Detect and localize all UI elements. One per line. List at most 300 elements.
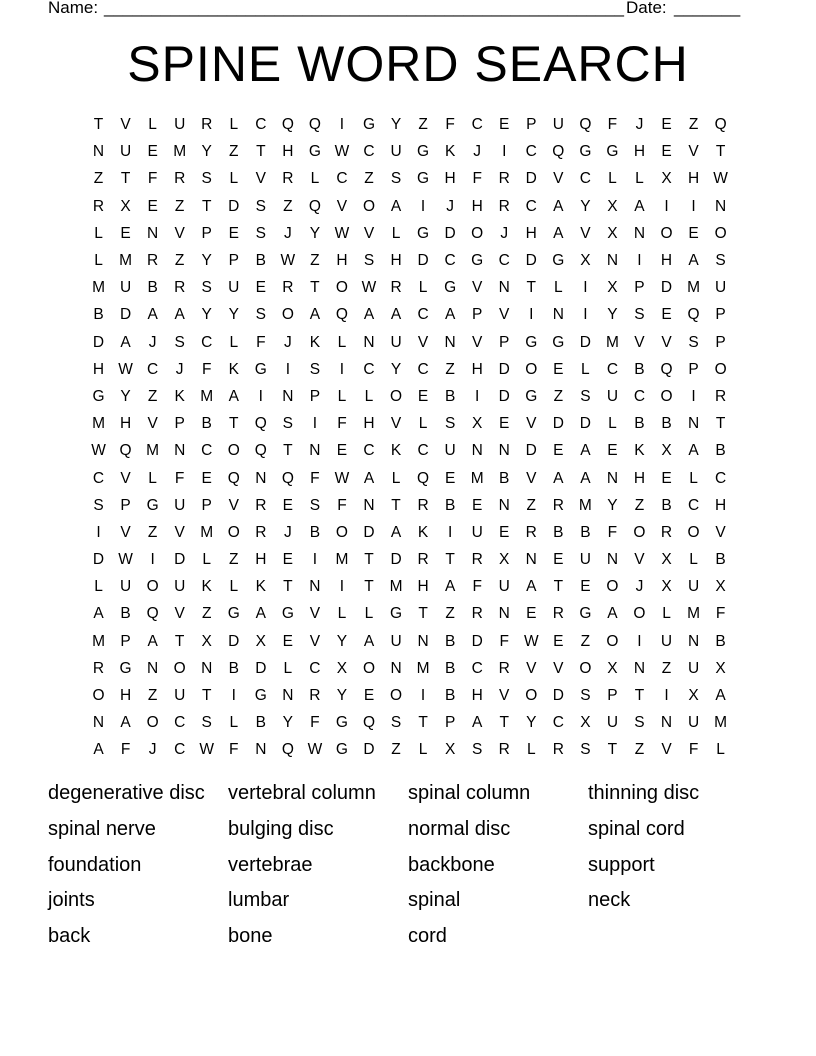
grid-letter: A <box>553 197 564 215</box>
grid-letter: Z <box>174 197 185 215</box>
grid-letter: B <box>444 632 456 650</box>
grid-letter: B <box>715 551 726 569</box>
grid-letter: L <box>662 605 671 623</box>
grid-letter: B <box>147 279 158 297</box>
grid-letter: Z <box>634 741 645 759</box>
grid-letter: Y <box>228 306 239 324</box>
grid-letter: S <box>472 741 483 759</box>
word-list <box>48 779 768 958</box>
word-list-item: support <box>588 853 655 876</box>
grid-letter: S <box>580 387 591 405</box>
grid-letter: P <box>309 387 321 405</box>
grid-letter: V <box>715 523 726 541</box>
grid-letter: Q <box>579 116 592 134</box>
name-blank-line: _______________________________________________________ <box>104 0 625 17</box>
grid-letter: F <box>445 116 455 134</box>
grid-letter: L <box>202 551 212 569</box>
grid-letter: S <box>688 333 699 351</box>
grid-letter: X <box>499 551 510 569</box>
grid-letter: O <box>687 523 700 541</box>
grid-letter: S <box>201 714 212 732</box>
word-list-item: spinal <box>408 889 461 912</box>
grid-letter: T <box>120 170 131 188</box>
grid-letter: D <box>255 659 267 677</box>
grid-letter: Q <box>119 442 132 460</box>
grid-letter: M <box>714 714 728 732</box>
grid-letter: U <box>174 687 186 705</box>
grid-letter: U <box>606 387 619 405</box>
name-label: Name: <box>48 0 99 17</box>
grid-letter: X <box>120 197 131 215</box>
grid-letter: W <box>713 170 728 188</box>
grid-letter: A <box>580 469 591 487</box>
grid-letter: R <box>255 523 267 541</box>
grid-letter: H <box>633 469 646 487</box>
grid-letter: M <box>416 659 430 677</box>
grid-letter: V <box>472 279 483 297</box>
word-list-item: thinning disc <box>588 782 700 804</box>
grid-letter: H <box>687 170 700 188</box>
grid-letter: M <box>578 496 592 514</box>
grid-letter: J <box>473 143 482 161</box>
grid-letter: Z <box>580 632 591 650</box>
header <box>48 0 748 20</box>
grid-letter: O <box>92 687 105 705</box>
grid-row <box>85 138 735 165</box>
grid-letter: L <box>391 224 401 242</box>
grid-letter: S <box>201 279 212 297</box>
grid-letter: M <box>92 279 105 297</box>
grid-letter: N <box>606 469 619 487</box>
grid-letter: A <box>363 306 375 324</box>
letter-grid <box>85 111 735 764</box>
grid-letter: H <box>92 360 105 378</box>
grid-letter: N <box>282 687 294 705</box>
grid-row <box>85 193 735 220</box>
grid-row <box>85 682 735 709</box>
grid-letter: T <box>364 578 374 596</box>
grid-letter: A <box>472 714 483 732</box>
grid-letter: D <box>228 632 240 650</box>
grid-letter: Z <box>445 605 455 623</box>
grid-letter: X <box>444 741 456 759</box>
grid-letter: E <box>499 415 510 433</box>
grid-letter: C <box>417 442 429 460</box>
grid-letter: S <box>255 224 266 242</box>
grid-letter: F <box>120 741 131 759</box>
grid-letter: Q <box>362 714 376 732</box>
grid-letter: V <box>174 523 185 541</box>
grid-letter: X <box>580 714 591 732</box>
grid-letter: P <box>472 306 483 324</box>
grid-letter: A <box>363 632 375 650</box>
grid-letter: O <box>714 224 727 242</box>
grid-letter: I <box>502 143 507 161</box>
grid-letter: R <box>282 279 294 297</box>
grid-letter: D <box>92 551 105 569</box>
word-list-item: bone <box>228 925 273 948</box>
grid-row <box>85 464 735 491</box>
grid-letter: S <box>309 360 321 378</box>
grid-letter: T <box>418 605 428 623</box>
grid-letter: F <box>256 333 266 351</box>
grid-letter: I <box>447 523 453 541</box>
grid-letter: O <box>335 523 348 541</box>
grid-letter: X <box>661 442 672 460</box>
word-list-item: cord <box>408 925 447 948</box>
grid-letter: B <box>228 659 239 677</box>
grid-letter: G <box>308 143 321 161</box>
word-list-item: vertebral column <box>228 782 376 804</box>
grid-letter: C <box>633 387 646 405</box>
grid-letter: B <box>444 687 456 705</box>
grid-letter: C <box>417 306 429 324</box>
grid-letter: U <box>471 523 483 541</box>
grid-letter: N <box>174 442 186 460</box>
grid-letter: Q <box>552 143 565 161</box>
grid-letter: E <box>661 306 672 324</box>
grid-letter: H <box>471 360 483 378</box>
grid-letter: U <box>606 714 619 732</box>
grid-letter: G <box>335 714 348 732</box>
grid-letter: Y <box>201 306 212 324</box>
grid-letter: V <box>580 224 591 242</box>
grid-letter: H <box>363 415 375 433</box>
grid-letter: A <box>688 252 699 270</box>
grid-letter: B <box>309 523 321 541</box>
grid-letter: U <box>660 632 673 650</box>
grid-letter: L <box>689 469 698 487</box>
grid-letter: U <box>687 578 700 596</box>
grid-letter: R <box>552 496 564 514</box>
grid-letter: B <box>661 415 672 433</box>
grid-letter: L <box>418 741 428 759</box>
grid-letter: F <box>607 116 618 134</box>
grid-letter: Y <box>336 687 348 705</box>
grid-letter: N <box>498 442 510 460</box>
grid-letter: M <box>200 387 214 405</box>
grid-letter: W <box>334 143 350 161</box>
grid-letter: B <box>255 714 266 732</box>
grid-letter: U <box>715 279 727 297</box>
grid-letter: S <box>174 333 185 351</box>
grid-letter: N <box>633 224 646 242</box>
grid-letter: U <box>390 632 402 650</box>
grid-letter: C <box>498 252 510 270</box>
grid-letter: V <box>499 687 510 705</box>
grid-letter: P <box>201 496 212 514</box>
grid-letter: D <box>552 687 564 705</box>
grid-letter: K <box>255 578 266 596</box>
grid-letter: C <box>92 469 105 487</box>
grid-letter: C <box>255 116 267 134</box>
grid-letter: X <box>472 415 483 433</box>
grid-row <box>85 220 735 247</box>
grid-letter: G <box>552 333 565 351</box>
grid-letter: I <box>691 387 696 405</box>
grid-letter: D <box>498 360 510 378</box>
grid-letter: O <box>390 387 403 405</box>
grid-letter: A <box>526 578 537 596</box>
grid-letter: M <box>173 143 187 161</box>
grid-letter: L <box>148 116 157 134</box>
grid-letter: X <box>661 578 672 596</box>
grid-letter: E <box>661 116 672 134</box>
grid-letter: F <box>147 170 158 188</box>
grid-letter: H <box>390 252 402 270</box>
grid-letter: A <box>255 605 266 623</box>
grid-letter: U <box>498 578 510 596</box>
grid-letter: G <box>390 605 403 623</box>
grid-letter: Q <box>281 741 294 759</box>
grid-letter: R <box>255 496 267 514</box>
grid-letter: G <box>552 252 565 270</box>
grid-letter: R <box>498 741 510 759</box>
grid-letter: T <box>526 279 536 297</box>
grid-letter: P <box>228 252 239 270</box>
grid-letter: E <box>553 632 564 650</box>
grid-letter: C <box>309 659 321 677</box>
grid-letter: E <box>147 197 158 215</box>
grid-letter: D <box>525 252 537 270</box>
grid-letter: R <box>174 170 186 188</box>
grid-letter: F <box>337 496 347 514</box>
grid-letter: Z <box>634 496 645 514</box>
grid-letter: M <box>200 523 214 541</box>
grid-letter: R <box>498 659 510 677</box>
grid-letter: R <box>147 252 159 270</box>
grid-letter: X <box>580 252 591 270</box>
grid-letter: G <box>146 496 159 514</box>
grid-letter: Z <box>418 116 428 134</box>
grid-letter: K <box>228 360 239 378</box>
grid-row <box>85 437 735 464</box>
grid-letter: B <box>634 415 645 433</box>
grid-row <box>85 301 735 328</box>
grid-letter: R <box>471 605 483 623</box>
grid-letter: C <box>174 741 186 759</box>
grid-row <box>85 111 735 138</box>
grid-letter: D <box>174 551 186 569</box>
grid-letter: T <box>364 551 374 569</box>
grid-letter: C <box>715 469 727 487</box>
grid-letter: R <box>309 687 321 705</box>
grid-letter: A <box>688 442 699 460</box>
grid-letter: T <box>553 578 564 596</box>
grid-letter: K <box>201 578 212 596</box>
grid-letter: T <box>634 687 645 705</box>
grid-letter: E <box>201 469 212 487</box>
grid-letter: H <box>525 224 537 242</box>
grid-letter: Y <box>309 224 321 242</box>
grid-letter: I <box>691 197 696 215</box>
grid-letter: R <box>525 523 537 541</box>
grid-letter: G <box>417 224 430 242</box>
grid-letter: O <box>173 659 186 677</box>
grid-letter: K <box>174 387 185 405</box>
grid-letter: E <box>553 551 564 569</box>
grid-letter: F <box>607 523 618 541</box>
grid-letter: N <box>147 659 159 677</box>
grid-letter: A <box>228 387 239 405</box>
word-list-item: vertebrae <box>228 853 313 876</box>
grid-letter: N <box>687 632 700 650</box>
grid-letter: F <box>310 714 320 732</box>
grid-letter: A <box>634 197 645 215</box>
grid-letter: G <box>525 387 538 405</box>
grid-letter: G <box>417 143 430 161</box>
grid-letter: G <box>281 605 294 623</box>
grid-letter: O <box>660 224 673 242</box>
grid-letter: I <box>664 687 669 705</box>
grid-letter: B <box>93 306 104 324</box>
grid-letter: R <box>715 387 727 405</box>
grid-letter: Y <box>336 632 348 650</box>
grid-letter: L <box>283 659 293 677</box>
grid-letter: N <box>498 496 510 514</box>
grid-letter: R <box>417 496 429 514</box>
grid-letter: V <box>553 170 564 188</box>
grid-letter: G <box>525 333 538 351</box>
grid-letter: B <box>715 632 726 650</box>
grid-letter: B <box>634 360 645 378</box>
word-list-item: bulging disc <box>228 817 334 840</box>
grid-letter: M <box>335 551 349 569</box>
grid-letter: H <box>336 252 348 270</box>
grid-letter: A <box>120 714 131 732</box>
grid-letter: G <box>119 659 132 677</box>
grid-letter: Z <box>147 387 158 405</box>
grid-letter: I <box>312 415 318 433</box>
grid-letter: Q <box>687 306 700 324</box>
grid-letter: I <box>339 116 345 134</box>
grid-letter: C <box>471 659 483 677</box>
grid-letter: Q <box>660 360 673 378</box>
grid-letter: J <box>148 741 157 759</box>
grid-letter: N <box>309 578 321 596</box>
grid-letter: E <box>472 496 483 514</box>
grid-letter: I <box>583 279 588 297</box>
word-list-item: backbone <box>408 853 495 876</box>
grid-letter: Z <box>174 252 185 270</box>
grid-letter: D <box>363 523 375 541</box>
grid-letter: E <box>607 442 618 460</box>
grid-letter: X <box>715 659 726 677</box>
grid-letter: O <box>227 442 240 460</box>
grid-letter: Z <box>553 387 564 405</box>
grid-letter: R <box>390 279 402 297</box>
grid-letter: C <box>201 333 213 351</box>
grid-letter: N <box>309 442 321 460</box>
word-list-item: neck <box>588 889 631 912</box>
grid-letter: A <box>93 605 104 623</box>
grid-letter: P <box>499 333 510 351</box>
grid-letter: V <box>228 496 239 514</box>
grid-letter: T <box>445 551 455 569</box>
grid-letter: U <box>174 496 186 514</box>
grid-letter: D <box>363 741 375 759</box>
grid-letter: P <box>120 496 131 514</box>
grid-letter: I <box>529 306 534 324</box>
grid-letter: M <box>605 333 619 351</box>
grid-letter: O <box>471 224 484 242</box>
grid-letter: V <box>526 659 537 677</box>
grid-letter: B <box>499 469 510 487</box>
grid-letter: L <box>635 170 644 188</box>
grid-letter: D <box>579 415 591 433</box>
grid-letter: C <box>363 143 375 161</box>
grid-letter: K <box>417 523 429 541</box>
grid-letter: O <box>525 360 538 378</box>
grid-letter: P <box>715 306 726 324</box>
word-list-item: normal disc <box>408 817 511 840</box>
grid-letter: J <box>148 333 157 351</box>
grid-letter: X <box>661 170 672 188</box>
grid-letter: Y <box>201 252 212 270</box>
grid-letter: F <box>715 605 726 623</box>
grid-letter: C <box>444 252 456 270</box>
grid-letter: R <box>92 659 105 677</box>
grid-letter: R <box>92 197 105 215</box>
grid-letter: N <box>92 143 105 161</box>
grid-letter: L <box>608 415 617 433</box>
grid-letter: R <box>498 197 510 215</box>
grid-row <box>85 736 735 763</box>
grid-letter: V <box>526 415 537 433</box>
grid-letter: M <box>687 605 701 623</box>
grid-letter: T <box>418 714 428 732</box>
grid-letter: F <box>337 415 347 433</box>
grid-letter: X <box>607 279 618 297</box>
grid-letter: N <box>498 279 510 297</box>
grid-letter: W <box>361 279 377 297</box>
grid-row <box>85 356 735 383</box>
grid-letter: X <box>607 224 618 242</box>
grid-letter: J <box>283 333 292 351</box>
grid-letter: G <box>362 116 376 134</box>
grid-letter: E <box>363 687 375 705</box>
grid-letter: D <box>444 224 456 242</box>
grid-letter: E <box>444 469 456 487</box>
grid-letter: U <box>119 143 132 161</box>
grid-letter: U <box>552 116 564 134</box>
grid-letter: L <box>337 605 347 623</box>
grid-letter: F <box>472 578 482 596</box>
word-list-item: lumbar <box>228 889 290 912</box>
grid-letter: K <box>309 333 321 351</box>
grid-row <box>85 573 735 600</box>
grid-letter: G <box>471 252 484 270</box>
grid-letter: Q <box>146 605 159 623</box>
grid-letter: N <box>606 252 619 270</box>
grid-letter: F <box>472 170 482 188</box>
grid-row <box>85 519 735 546</box>
grid-letter: L <box>337 333 347 351</box>
grid-letter: A <box>553 224 564 242</box>
grid-letter: E <box>526 605 537 623</box>
grid-letter: H <box>119 687 132 705</box>
grid-letter: T <box>310 279 320 297</box>
grid-letter: X <box>607 197 618 215</box>
grid-letter: H <box>255 551 267 569</box>
grid-letter: X <box>661 551 672 569</box>
grid-letter: U <box>119 279 132 297</box>
grid-letter: E <box>336 442 348 460</box>
grid-letter: E <box>282 551 294 569</box>
grid-letter: D <box>471 632 483 650</box>
grid-letter: L <box>364 605 374 623</box>
grid-row <box>85 329 735 356</box>
